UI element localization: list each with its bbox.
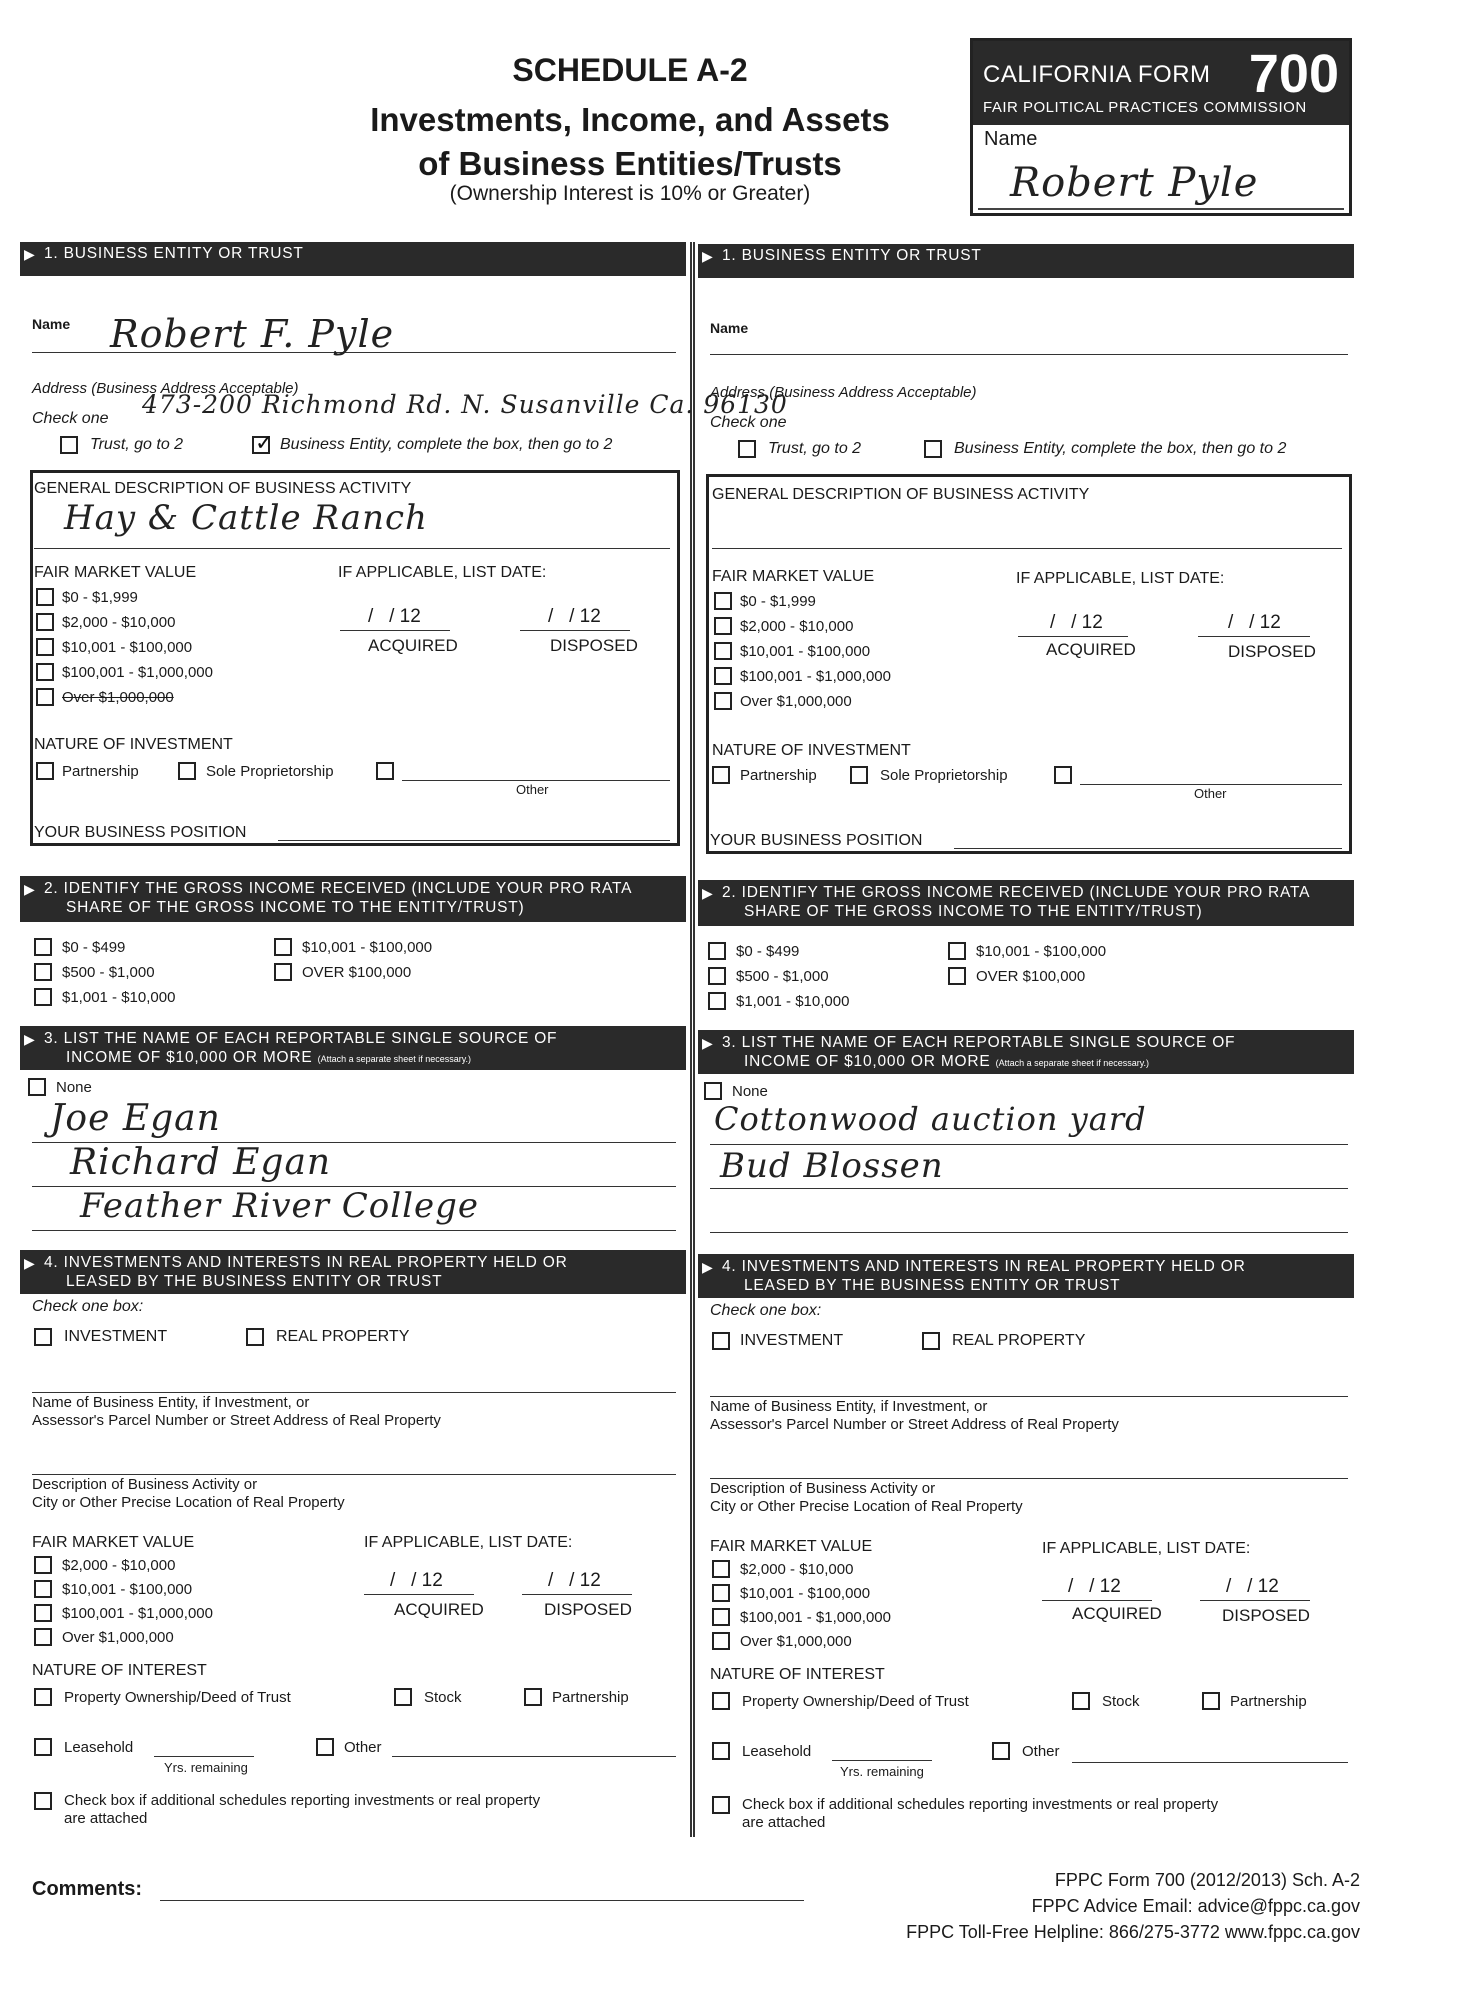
- real-property-label-right: REAL PROPERTY: [952, 1332, 1086, 1349]
- entity-name-line-right: [710, 1396, 1348, 1397]
- business-entity-checkbox-right[interactable]: [924, 440, 942, 458]
- comments-line[interactable]: [160, 1900, 804, 1901]
- check-one-label-right: Check one: [710, 414, 787, 431]
- stock-checkbox[interactable]: [394, 1688, 412, 1706]
- section3-header-right: ▶ 3. LIST THE NAME OF EACH REPORTABLE SINGLE SOURCE OF INCOME OF $10,000 OR MORE (Attach a separate sheet if necessary.): [698, 1030, 1354, 1074]
- additional-schedules-label-1-right: Check box if additional schedules reporting investments or real property: [742, 1796, 1219, 1813]
- nature-interest-label: NATURE OF INTEREST: [32, 1662, 207, 1679]
- address-field[interactable]: 473-200 Richmond Rd. N. Susanville Ca. 96130: [142, 390, 788, 419]
- check-one-box-label: Check one box:: [32, 1298, 144, 1315]
- general-description-label-right: GENERAL DESCRIPTION OF BUSINESS ACTIVITY: [712, 486, 1090, 503]
- section4-title-line1-right: 4. INVESTMENTS AND INTERESTS IN REAL PROPERTY HELD OR: [722, 1258, 1246, 1275]
- fmv-option-4-right: $100,001 - $1,000,000: [740, 668, 891, 685]
- income-option-5-right: OVER $100,000: [976, 968, 1086, 985]
- source-line-3: [32, 1230, 676, 1231]
- disposed-line: [520, 630, 630, 631]
- fmv-label-right: FAIR MARKET VALUE: [712, 568, 875, 585]
- partnership-checkbox-right[interactable]: [712, 766, 730, 784]
- source-2-right[interactable]: Bud Blossen: [720, 1146, 944, 1186]
- source-line-2: [32, 1186, 676, 1187]
- income-checkbox-5[interactable]: [274, 963, 292, 981]
- section3-note: (Attach a separate sheet if necessary.): [317, 1054, 472, 1064]
- description-entity-line-right: [710, 1478, 1348, 1479]
- acquired4-date-year: / 12: [411, 1570, 443, 1591]
- sole-prop-label-right: Sole Proprietorship: [880, 767, 1008, 784]
- section3-title-line1-right: 3. LIST THE NAME OF EACH REPORTABLE SINGLE SOURCE OF: [722, 1034, 1236, 1051]
- business-entity-label-right: Business Entity, complete the box, then go to 2: [954, 440, 1287, 457]
- additional-schedules-label-2: are attached: [64, 1810, 148, 1827]
- other-interest-line: [392, 1756, 676, 1757]
- ownership-note: (Ownership Interest is 10% or Greater): [449, 182, 811, 205]
- stock-label-right: Stock: [1102, 1693, 1140, 1710]
- name-entity-label-1: Name of Business Entity, if Investment, or: [32, 1394, 310, 1411]
- business-activity-box-right: [706, 474, 1352, 854]
- acquired-date-slash: /: [368, 606, 374, 627]
- trust-label-right: Trust, go to 2: [768, 440, 862, 457]
- acquired4-label-right: ACQUIRED: [1072, 1604, 1162, 1623]
- fmv4-option-4-right: Over $1,000,000: [740, 1633, 852, 1650]
- section3-title-line2: INCOME OF $10,000 OR MORE: [66, 1049, 313, 1066]
- income-checkbox-3-right[interactable]: [708, 992, 726, 1010]
- acquired-line-right: [1018, 636, 1128, 637]
- disposed-date-slash: /: [548, 606, 554, 627]
- leasehold-checkbox[interactable]: [34, 1738, 52, 1756]
- property-ownership-checkbox-right[interactable]: [712, 1692, 730, 1710]
- income-checkbox-1-right[interactable]: [708, 942, 726, 960]
- fmv4-option-3-right: $100,001 - $1,000,000: [740, 1609, 891, 1626]
- schedule-title: SCHEDULE A-2: [512, 52, 748, 88]
- leasehold-label: Leasehold: [64, 1739, 134, 1756]
- disposed4-line-right: [1200, 1600, 1310, 1601]
- additional-schedules-label-2-right: are attached: [742, 1814, 826, 1831]
- entity-name-line: [32, 1392, 676, 1393]
- disposed4-date-year: / 12: [569, 1570, 601, 1591]
- section4-title-line2: LEASED BY THE BUSINESS ENTITY OR TRUST: [66, 1273, 443, 1290]
- acquired4-line-right: [1042, 1600, 1152, 1601]
- other-interest-checkbox-right[interactable]: [992, 1742, 1010, 1760]
- name-label-right: Name: [710, 320, 749, 336]
- disposed-date-year: / 12: [569, 606, 601, 627]
- disposed-line-right: [1198, 636, 1310, 637]
- acquired-date-year-right: / 12: [1071, 612, 1103, 633]
- desc-label-2: City or Other Precise Location of Real Property: [32, 1494, 345, 1511]
- disposed-date-year-right: / 12: [1249, 612, 1281, 633]
- if-applicable-label-right: IF APPLICABLE, LIST DATE:: [1016, 570, 1225, 587]
- address-label-right: Address (Business Address Acceptable): [710, 384, 977, 401]
- income-checkbox-4[interactable]: [274, 938, 292, 956]
- acquired4-date-right[interactable]: [1068, 1576, 1121, 1598]
- income-checkbox-3[interactable]: [34, 988, 52, 1006]
- desc-label-1: Description of Business Activity or: [32, 1476, 258, 1493]
- business-activity-field[interactable]: Hay & Cattle Ranch: [64, 498, 428, 538]
- fmv4-checkbox-4[interactable]: [34, 1628, 52, 1646]
- nature-investment-label-right: NATURE OF INVESTMENT: [712, 742, 911, 759]
- real-property-checkbox-right[interactable]: [922, 1332, 940, 1350]
- section3-header: ▶ 3. LIST THE NAME OF EACH REPORTABLE SINGLE SOURCE OF INCOME OF $10,000 OR MORE (Attach a separate sheet if necessary.): [20, 1026, 686, 1070]
- form-label: CALIFORNIA FORM: [983, 61, 1211, 88]
- property-ownership-label-right: Property Ownership/Deed of Trust: [742, 1693, 969, 1710]
- trust-checkbox[interactable]: [60, 436, 78, 454]
- property-ownership-checkbox[interactable]: [34, 1688, 52, 1706]
- fmv-checkbox-5-right[interactable]: [714, 692, 732, 710]
- income-checkbox-2[interactable]: [34, 963, 52, 981]
- entity-name-field[interactable]: Robert F. Pyle: [110, 312, 395, 356]
- income-option-4-right: $10,001 - $100,000: [976, 943, 1107, 960]
- form-identifier: FPPC Form 700 (2012/2013) Sch. A-2: [1054, 1870, 1360, 1890]
- income-option-2-right: $500 - $1,000: [736, 968, 829, 985]
- additional-schedules-checkbox-right[interactable]: [712, 1796, 730, 1814]
- acquired-label: ACQUIRED: [368, 636, 458, 655]
- disposed4-label-right: DISPOSED: [1222, 1606, 1310, 1625]
- section1-header: ▶ 1. BUSINESS ENTITY OR TRUST: [20, 242, 686, 276]
- name-label: Name: [32, 316, 71, 332]
- source-line-1-right: [710, 1144, 1348, 1145]
- other-investment-line: [402, 780, 670, 781]
- section2-title-line1: 2. IDENTIFY THE GROSS INCOME RECEIVED (INCLUDE YOUR PRO RATA: [44, 880, 633, 897]
- acquired-label-right: ACQUIRED: [1046, 640, 1136, 659]
- sole-prop-label: Sole Proprietorship: [206, 763, 334, 780]
- partnership4-label: Partnership: [552, 1689, 629, 1706]
- section4-header-right: ▶ 4. INVESTMENTS AND INTERESTS IN REAL PROPERTY HELD OR LEASED BY THE BUSINESS ENTITY OR TRUST: [698, 1254, 1354, 1298]
- fmv4-checkbox-4-right[interactable]: [712, 1632, 730, 1650]
- source-line-3-right: [710, 1232, 1348, 1233]
- fmv-checkbox-1[interactable]: [36, 588, 54, 606]
- other-investment-label-right: Other: [1194, 786, 1227, 801]
- source-2[interactable]: Richard Egan: [70, 1142, 332, 1183]
- other-interest-checkbox[interactable]: [316, 1738, 334, 1756]
- disposed-date-slash-right: /: [1228, 612, 1234, 633]
- partnership-label-right: Partnership: [740, 767, 817, 784]
- fmv-option-4: $100,001 - $1,000,000: [62, 664, 213, 681]
- fmv-option-1-right: $0 - $1,999: [740, 593, 816, 610]
- check-one-box-label-right: Check one box:: [710, 1302, 822, 1319]
- fmv-option-3-right: $10,001 - $100,000: [740, 643, 871, 660]
- acquired4-line: [364, 1594, 474, 1595]
- filer-name-line: [978, 208, 1344, 210]
- disposed4-date-slash: /: [548, 1570, 554, 1591]
- schedule-subtitle: [300, 98, 960, 186]
- income-checkbox-1[interactable]: [34, 938, 52, 956]
- fmv-label: FAIR MARKET VALUE: [34, 564, 197, 581]
- other-investment-label: Other: [516, 782, 549, 797]
- income-checkbox-2-right[interactable]: [708, 967, 726, 985]
- fmv4-checkbox-3-right[interactable]: [712, 1608, 730, 1626]
- fmv-checkbox-5[interactable]: [36, 688, 54, 706]
- section4-header: ▶ 4. INVESTMENTS AND INTERESTS IN REAL PROPERTY HELD OR LEASED BY THE BUSINESS ENTITY OR TRUST: [20, 1250, 686, 1294]
- fmv4-label-right: FAIR MARKET VALUE: [710, 1538, 873, 1555]
- general-description-label: GENERAL DESCRIPTION OF BUSINESS ACTIVITY: [34, 480, 412, 497]
- other-interest-label: Other: [344, 1739, 382, 1756]
- if-applicable-label: IF APPLICABLE, LIST DATE:: [338, 564, 547, 581]
- form-id-header: [973, 41, 1349, 125]
- title-line1: Investments, Income, and Assets: [370, 101, 890, 138]
- fmv-option-5: Over $1,000,000: [62, 689, 174, 706]
- comments-label: Comments:: [32, 1878, 143, 1900]
- investment-label-right: INVESTMENT: [740, 1332, 844, 1349]
- other-interest-line-right: [1072, 1762, 1348, 1763]
- fmv-option-5-right: Over $1,000,000: [740, 693, 852, 710]
- section2-title-line1-right: 2. IDENTIFY THE GROSS INCOME RECEIVED (INCLUDE YOUR PRO RATA: [722, 884, 1311, 901]
- income-option-2: $500 - $1,000: [62, 964, 155, 981]
- yrs-remaining-label-right: Yrs. remaining: [840, 1764, 924, 1779]
- acquired4-date[interactable]: [390, 1570, 443, 1592]
- income-option-4: $10,001 - $100,000: [302, 939, 433, 956]
- income-option-1-right: $0 - $499: [736, 943, 800, 960]
- additional-schedules-checkbox[interactable]: [34, 1792, 52, 1810]
- trust-checkbox-right[interactable]: [738, 440, 756, 458]
- left-column: [20, 242, 788, 1837]
- fmv4-checkbox-3[interactable]: [34, 1604, 52, 1622]
- fmv-option-2: $2,000 - $10,000: [62, 614, 176, 631]
- name-line-right: [710, 354, 1348, 355]
- property-ownership-label: Property Ownership/Deed of Trust: [64, 1689, 291, 1706]
- fmv4-label: FAIR MARKET VALUE: [32, 1534, 195, 1551]
- other-investment-checkbox[interactable]: [376, 762, 394, 780]
- name-entity-label-1-right: Name of Business Entity, if Investment, or: [710, 1398, 988, 1415]
- fmv-checkbox-3[interactable]: [36, 638, 54, 656]
- fmv-checkbox-1-right[interactable]: [714, 592, 732, 610]
- acquired4-date-slash-right: /: [1068, 1576, 1074, 1597]
- disposed4-date-slash-right: /: [1226, 1576, 1232, 1597]
- fmv-option-1: $0 - $1,999: [62, 589, 138, 606]
- acquired-date-year: / 12: [389, 606, 421, 627]
- sole-prop-checkbox[interactable]: [178, 762, 196, 780]
- partnership4-checkbox[interactable]: [524, 1688, 542, 1706]
- section4-title-line1: 4. INVESTMENTS AND INTERESTS IN REAL PROPERTY HELD OR: [44, 1254, 568, 1271]
- yrs-remaining-label: Yrs. remaining: [164, 1760, 248, 1775]
- disposed4-date[interactable]: [548, 1570, 601, 1592]
- name-entity-label-2-right: Assessor's Parcel Number or Street Address of Real Property: [710, 1416, 1119, 1433]
- sole-prop-checkbox-right[interactable]: [850, 766, 868, 784]
- fmv4-checkbox-1[interactable]: [34, 1556, 52, 1574]
- acquired4-date-year-right: / 12: [1089, 1576, 1121, 1597]
- disposed4-date-year-right: / 12: [1247, 1576, 1279, 1597]
- real-property-label: REAL PROPERTY: [276, 1328, 410, 1345]
- description-line: [34, 548, 670, 549]
- other-interest-label-right: Other: [1022, 1743, 1060, 1760]
- disposed4-line: [522, 1594, 632, 1595]
- stock-checkbox-right[interactable]: [1072, 1692, 1090, 1710]
- additional-schedules-label-1: Check box if additional schedules reporting investments or real property: [64, 1792, 541, 1809]
- income-option-1: $0 - $499: [62, 939, 126, 956]
- name-entity-label-2: Assessor's Parcel Number or Street Address of Real Property: [32, 1412, 441, 1429]
- partnership4-label-right: Partnership: [1230, 1693, 1307, 1710]
- section2-title-line2-right: SHARE OF THE GROSS INCOME TO THE ENTITY/TRUST): [744, 903, 1203, 920]
- if-applicable4-label: IF APPLICABLE, LIST DATE:: [364, 1534, 573, 1551]
- section1-header-right: ▶ 1. BUSINESS ENTITY OR TRUST: [698, 244, 1354, 278]
- fmv4-option-1-right: $2,000 - $10,000: [740, 1561, 854, 1578]
- section3-note-right: (Attach a separate sheet if necessary.): [995, 1058, 1150, 1068]
- business-position-label: YOUR BUSINESS POSITION: [34, 824, 247, 841]
- acquired4-label: ACQUIRED: [394, 1600, 484, 1619]
- source-1[interactable]: Joe Egan: [50, 1098, 221, 1139]
- acquired-date[interactable]: [368, 606, 421, 628]
- partnership-checkbox[interactable]: [36, 762, 54, 780]
- investment-checkbox[interactable]: [34, 1328, 52, 1346]
- address-label: Address (Business Address Acceptable): [32, 380, 299, 397]
- disposed-date[interactable]: [548, 606, 601, 628]
- filer-name-label: Name: [984, 128, 1038, 150]
- business-entity-label: Business Entity, complete the box, then go to 2: [280, 436, 613, 453]
- fmv-option-2-right: $2,000 - $10,000: [740, 618, 854, 635]
- form-number: 700: [1248, 44, 1339, 104]
- income-checkbox-4-right[interactable]: [948, 942, 966, 960]
- income-option-3: $1,001 - $10,000: [62, 989, 176, 1006]
- fmv4-option-2-right: $10,001 - $100,000: [740, 1585, 871, 1602]
- acquired4-date-slash: /: [390, 1570, 396, 1591]
- column-divider: [690, 242, 695, 1837]
- stock-label: Stock: [424, 1689, 462, 1706]
- none-checkbox[interactable]: [28, 1078, 46, 1096]
- real-property-checkbox[interactable]: [246, 1328, 264, 1346]
- business-position-line: [278, 840, 670, 841]
- agency-name: FAIR POLITICAL PRACTICES COMMISSION: [983, 99, 1307, 116]
- section2-header: ▶ 2. IDENTIFY THE GROSS INCOME RECEIVED (INCLUDE YOUR PRO RATA SHARE OF THE GROSS INCOME TO THE ENTITY/TRUST): [20, 876, 686, 922]
- other-investment-line-right: [1080, 784, 1342, 785]
- source-1-right[interactable]: Cottonwood auction yard: [714, 1100, 1147, 1138]
- source-line-2-right: [710, 1188, 1348, 1189]
- business-entity-checkbox[interactable]: [252, 436, 270, 454]
- nature-investment-label: NATURE OF INVESTMENT: [34, 736, 233, 753]
- title-line2: of Business Entities/Trusts: [418, 145, 842, 182]
- disposed4-date-right[interactable]: [1226, 1576, 1279, 1598]
- section4-title-line2-right: LEASED BY THE BUSINESS ENTITY OR TRUST: [744, 1277, 1121, 1294]
- partnership4-checkbox-right[interactable]: [1202, 1692, 1220, 1710]
- other-investment-checkbox-right[interactable]: [1054, 766, 1072, 784]
- acquired-date-slash-right: /: [1050, 612, 1056, 633]
- income-checkbox-5-right[interactable]: [948, 967, 966, 985]
- yrs-remaining-line: [154, 1756, 254, 1757]
- business-position-line-right: [954, 848, 1342, 849]
- fmv4-checkbox-2[interactable]: [34, 1580, 52, 1598]
- fmv4-option-1: $2,000 - $10,000: [62, 1557, 176, 1574]
- section3-title-line1: 3. LIST THE NAME OF EACH REPORTABLE SINGLE SOURCE OF: [44, 1030, 558, 1047]
- section2-header-right: ▶ 2. IDENTIFY THE GROSS INCOME RECEIVED (INCLUDE YOUR PRO RATA SHARE OF THE GROSS INCOME TO THE ENTITY/TRUST): [698, 880, 1354, 926]
- fmv4-option-2: $10,001 - $100,000: [62, 1581, 193, 1598]
- helpline: FPPC Toll-Free Helpline: 866/275-3772 www.fppc.ca.gov: [906, 1922, 1360, 1942]
- partnership-label: Partnership: [62, 763, 139, 780]
- nature-interest-label-right: NATURE OF INTEREST: [710, 1666, 885, 1683]
- fmv4-option-4: Over $1,000,000: [62, 1629, 174, 1646]
- fmv-checkbox-2-right[interactable]: [714, 617, 732, 635]
- fmv4-option-3: $100,001 - $1,000,000: [62, 1605, 213, 1622]
- acquired-line: [340, 630, 450, 631]
- yrs-remaining-line-right: [832, 1760, 932, 1761]
- fmv4-checkbox-2-right[interactable]: [712, 1584, 730, 1602]
- description-entity-line: [32, 1474, 676, 1475]
- section3-title-line2-right: INCOME OF $10,000 OR MORE: [744, 1053, 991, 1070]
- investment-checkbox-right[interactable]: [712, 1332, 730, 1350]
- business-position-label-right: YOUR BUSINESS POSITION: [710, 832, 923, 849]
- description-line-right: [712, 548, 1342, 549]
- fmv-checkbox-4-right[interactable]: [714, 667, 732, 685]
- none-checkbox-right[interactable]: [704, 1082, 722, 1100]
- if-applicable4-label-right: IF APPLICABLE, LIST DATE:: [1042, 1540, 1251, 1557]
- fmv-checkbox-2[interactable]: [36, 613, 54, 631]
- income-option-3-right: $1,001 - $10,000: [736, 993, 850, 1010]
- disposed-date-right[interactable]: [1228, 612, 1281, 634]
- source-line-1: [32, 1142, 676, 1143]
- none-label: None: [56, 1079, 92, 1096]
- check-one-label: Check one: [32, 410, 109, 427]
- fmv-checkbox-4[interactable]: [36, 663, 54, 681]
- filer-name-signature[interactable]: Robert Pyle: [1010, 160, 1259, 206]
- section1-title-right: 1. BUSINESS ENTITY OR TRUST: [722, 247, 982, 264]
- leasehold-checkbox-right[interactable]: [712, 1742, 730, 1760]
- disposed4-label: DISPOSED: [544, 1600, 632, 1619]
- fmv4-checkbox-1-right[interactable]: [712, 1560, 730, 1578]
- none-label-right: None: [732, 1083, 768, 1100]
- disposed-label: DISPOSED: [550, 636, 638, 655]
- fmv-checkbox-3-right[interactable]: [714, 642, 732, 660]
- leasehold-label-right: Leasehold: [742, 1743, 812, 1760]
- source-3[interactable]: Feather River College: [80, 1186, 479, 1226]
- section2-title-line2: SHARE OF THE GROSS INCOME TO THE ENTITY/TRUST): [66, 899, 525, 916]
- section1-title: 1. BUSINESS ENTITY OR TRUST: [44, 245, 304, 262]
- acquired-date-right[interactable]: [1050, 612, 1103, 634]
- investment-label: INVESTMENT: [64, 1328, 168, 1345]
- advice-email: FPPC Advice Email: advice@fppc.ca.gov: [1031, 1896, 1360, 1916]
- disposed-label-right: DISPOSED: [1228, 642, 1316, 661]
- trust-label: Trust, go to 2: [90, 436, 184, 453]
- income-option-5: OVER $100,000: [302, 964, 412, 981]
- fmv-option-3: $10,001 - $100,000: [62, 639, 193, 656]
- right-column: [698, 242, 1354, 1837]
- desc-label-2-right: City or Other Precise Location of Real Property: [710, 1498, 1023, 1515]
- desc-label-1-right: Description of Business Activity or: [710, 1480, 936, 1497]
